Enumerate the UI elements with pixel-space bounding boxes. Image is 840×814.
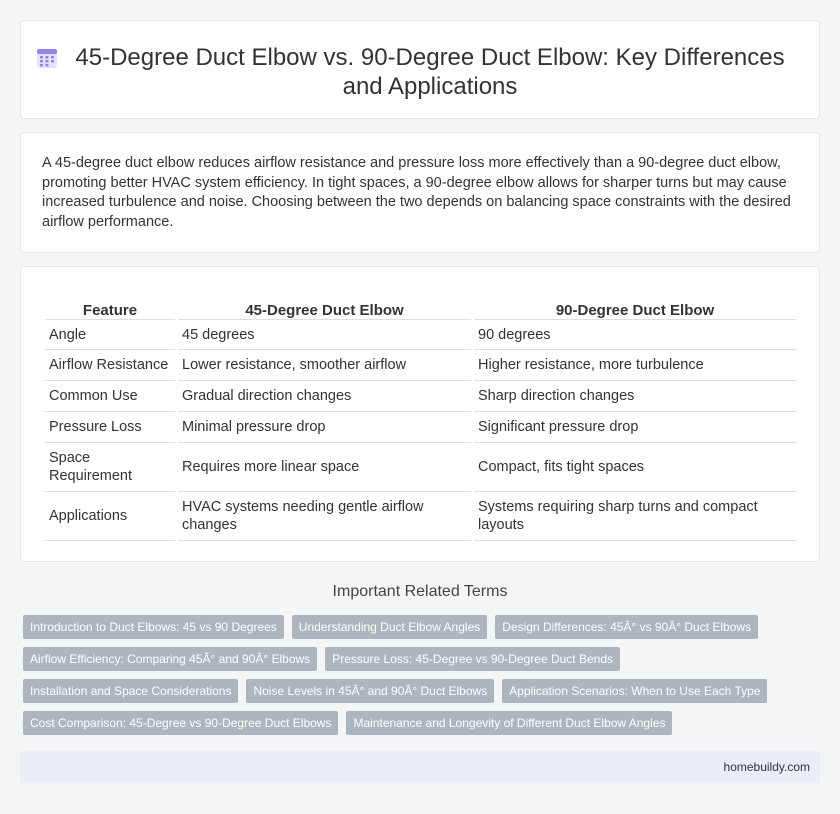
related-term-tag[interactable]: Installation and Space Considerations bbox=[23, 679, 238, 703]
table-cell-45: Minimal pressure drop bbox=[178, 412, 471, 443]
table-cell-45: Lower resistance, smoother airflow bbox=[178, 350, 471, 381]
related-term-tag[interactable]: Maintenance and Longevity of Different Duct Elbow Angles bbox=[346, 711, 672, 735]
table-row bbox=[45, 350, 796, 381]
table-cell-feature: Airflow Resistance bbox=[45, 350, 175, 381]
table-cell-45: Gradual direction changes bbox=[178, 381, 471, 412]
table-row bbox=[45, 319, 796, 350]
table-cell-feature: Space Requirement bbox=[45, 443, 175, 492]
related-term-tag[interactable]: Understanding Duct Elbow Angles bbox=[292, 615, 487, 639]
table-cell-45: 45 degrees bbox=[178, 319, 471, 350]
comparison-table-card bbox=[20, 266, 820, 562]
table-cell-feature: Angle bbox=[45, 319, 175, 350]
table-row bbox=[45, 381, 796, 412]
table-row bbox=[45, 412, 796, 443]
comparison-table bbox=[42, 294, 799, 541]
related-term-tag[interactable]: Airflow Efficiency: Comparing 45Â° and 90Â° Elbows bbox=[23, 647, 317, 671]
table-cell-45: Requires more linear space bbox=[178, 443, 471, 492]
table-cell-feature: Pressure Loss bbox=[45, 412, 175, 443]
related-term-tag[interactable]: Cost Comparison: 45-Degree vs 90-Degree Duct Elbows bbox=[23, 711, 338, 735]
table-cell-90: Higher resistance, more turbulence bbox=[474, 350, 796, 381]
table-cell-feature: Applications bbox=[45, 492, 175, 541]
related-terms-list bbox=[23, 615, 813, 735]
column-header-90-degree: 90-Degree Duct Elbow bbox=[555, 302, 715, 319]
summary-text: A 45-degree duct elbow reduces airflow resistance and pressure loss more effectively than a 90-degree duct elbow, promoting better HVAC system efficiency. In tight spaces, a 90-degree elbow allows for sharper turns but may cause increased turbulence and noise. Choosing between the two depends on balancing space constraints with the desired airflow performance. bbox=[42, 155, 791, 230]
table-row bbox=[45, 443, 796, 492]
related-term-tag[interactable]: Pressure Loss: 45-Degree vs 90-Degree Duct Bends bbox=[325, 647, 620, 671]
footer bbox=[20, 751, 820, 783]
table-cell-90: Sharp direction changes bbox=[474, 381, 796, 412]
header-card bbox=[20, 20, 820, 119]
table-cell-feature: Common Use bbox=[45, 381, 175, 412]
page-title: 45-Degree Duct Elbow vs. 90-Degree Duct Elbow: Key Differences and Applications bbox=[75, 44, 785, 100]
related-term-tag[interactable]: Application Scenarios: When to Use Each Type bbox=[502, 679, 767, 703]
related-term-tag[interactable]: Noise Levels in 45Â° and 90Â° Duct Elbows bbox=[246, 679, 494, 703]
related-terms-title: Important Related Terms bbox=[332, 583, 508, 600]
column-header-feature: Feature bbox=[82, 302, 138, 319]
table-cell-90: 90 degrees bbox=[474, 319, 796, 350]
footer-site-link[interactable]: homebuildy.com bbox=[723, 760, 810, 774]
table-cell-90: Significant pressure drop bbox=[474, 412, 796, 443]
column-header-45-degree: 45-Degree Duct Elbow bbox=[245, 302, 404, 319]
calendar-grid-icon bbox=[35, 46, 59, 70]
table-cell-90: Compact, fits tight spaces bbox=[474, 443, 796, 492]
summary-card bbox=[20, 132, 820, 253]
related-term-tag[interactable]: Design Differences: 45Â° vs 90Â° Duct Elbows bbox=[495, 615, 758, 639]
table-header-row bbox=[45, 294, 796, 319]
table-cell-45: HVAC systems needing gentle airflow changes bbox=[178, 492, 471, 541]
table-row bbox=[45, 492, 796, 541]
related-term-tag[interactable]: Introduction to Duct Elbows: 45 vs 90 Degrees bbox=[23, 615, 284, 639]
table-cell-90: Systems requiring sharp turns and compact layouts bbox=[474, 492, 796, 541]
